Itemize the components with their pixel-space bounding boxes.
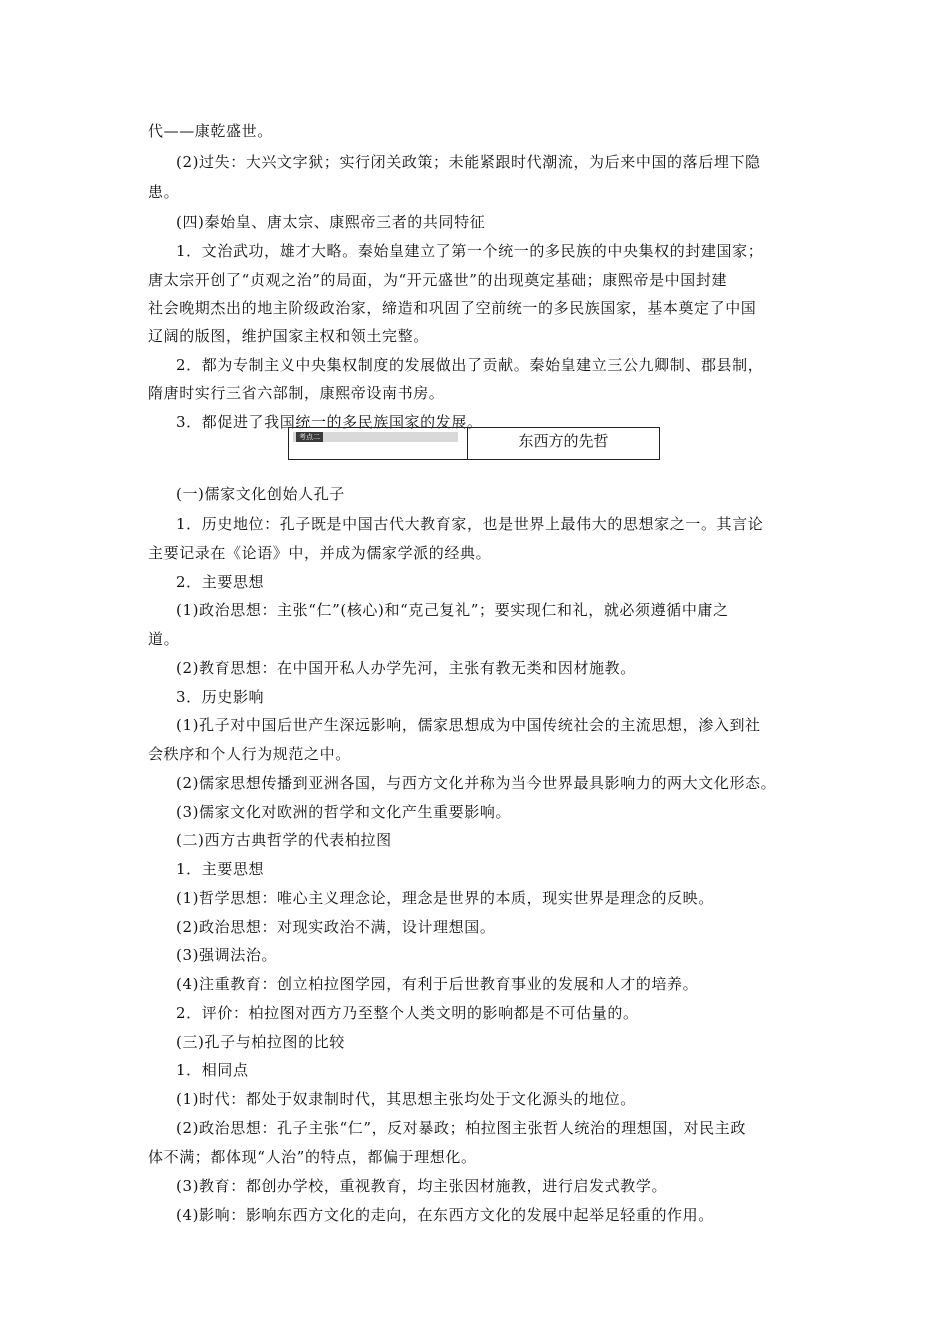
text-line: 会秩序和个人行为规范之中。	[148, 745, 351, 763]
section-heading: (一)儒家文化创始人孔子	[176, 485, 345, 503]
text-line: (4)影响：影响东西方文化的走向，在东西方文化的发展中起举足轻重的作用。	[176, 1206, 714, 1224]
text-line: (3)强调法治。	[176, 946, 278, 964]
text-line: (3)教育：都创办学校，重视教育，均主张因材施教，进行启发式教学。	[176, 1177, 668, 1195]
text-line: (1)时代：都处于奴隶制时代，其思想主张均处于文化源头的地位。	[176, 1090, 636, 1108]
text-line: 体不满；都体现“人治”的特点，都偏于理想化。	[148, 1148, 477, 1166]
text-line: (2)政治思想：对现实政治不满，设计理想国。	[176, 918, 496, 936]
text-line: (2)教育思想：在中国开私人办学先河，主张有教无类和因材施教。	[176, 659, 636, 677]
text-line: (2)过失：大兴文字狱；实行闭关政策；未能紧跟时代潮流，为后来中国的落后埋下隐	[176, 153, 761, 171]
text-line: 3．历史影响	[176, 688, 265, 706]
text-line: 唐太宗开创了“贞观之治”的局面，为“开元盛世”的出现奠定基础；康熙帝是中国封建	[148, 271, 728, 289]
text-line: (2)政治思想：孔子主张“仁”，反对暴政；柏拉图主张哲人统治的理想国，对民主政	[176, 1119, 746, 1137]
section-heading: (二)西方古典哲学的代表柏拉图	[176, 831, 392, 849]
banner-tag	[293, 432, 458, 442]
text-line: (4)注重教育：创立柏拉图学园，有利于后世教育事业的发展和人才的培养。	[176, 975, 699, 993]
text-line: 患。	[148, 183, 180, 201]
text-line: 1．文治武功，雄才大略。秦始皇建立了第一个统一的多民族的中央集权的封建国家；	[176, 242, 764, 260]
text-line: 辽阔的版图，维护国家主权和领土完整。	[148, 327, 429, 345]
section-heading: (四)秦始皇、唐太宗、康熙帝三者的共同特征	[176, 213, 486, 231]
text-line: 2．都为专制主义中央集权制度的发展做出了贡献。秦始皇建立三公九卿制、郡县制，	[176, 356, 764, 374]
section-heading: (三)孔子与柏拉图的比较	[176, 1033, 345, 1051]
topic-banner	[288, 427, 660, 460]
text-line: (1)政治思想：主张“仁”(核心)和“克己复礼”；要实现仁和礼，就必须遵循中庸之	[176, 601, 729, 619]
text-line: 社会晚期杰出的地主阶级政治家，缔造和巩固了空前统一的多民族国家，基本奠定了中国	[148, 299, 757, 317]
text-line: (1)哲学思想：唯心主义理念论，理念是世界的本质，现实世界是理念的反映。	[176, 889, 714, 907]
text-line: (2)儒家思想传播到亚洲各国，与西方文化并称为当今世界最具影响力的两大文化形态。	[176, 774, 777, 792]
banner-tag-label: 考点二	[296, 432, 323, 442]
text-line: 道。	[148, 630, 180, 648]
text-line: (3)儒家文化对欧洲的哲学和文化产生重要影响。	[176, 803, 512, 821]
text-line: 2．评价：柏拉图对西方乃至整个人类文明的影响都是不可估量的。	[176, 1004, 639, 1022]
text-line: 2．主要思想	[176, 573, 265, 591]
text-line: (1)孔子对中国后世产生深远影响，儒家思想成为中国传统社会的主流思想，渗入到社	[176, 716, 761, 734]
text-line: 隋唐时实行三省六部制，康熙帝设南书房。	[148, 384, 445, 402]
text-line: 3．都促进了我国统一的多民族国家的发展。	[176, 413, 483, 431]
banner-title: 东西方的先哲	[518, 432, 609, 450]
text-line: 1．主要思想	[176, 860, 265, 878]
banner-tag-cell	[289, 428, 468, 459]
text-line: 主要记录在《论语》中，并成为儒家学派的经典。	[148, 544, 492, 562]
text-line: 1．历史地位：孔子既是中国古代大教育家，也是世界上最伟大的思想家之一。其言论	[176, 515, 764, 533]
text-line: 1．相同点	[176, 1061, 249, 1079]
text-line: 代——康乾盛世。	[148, 122, 273, 140]
